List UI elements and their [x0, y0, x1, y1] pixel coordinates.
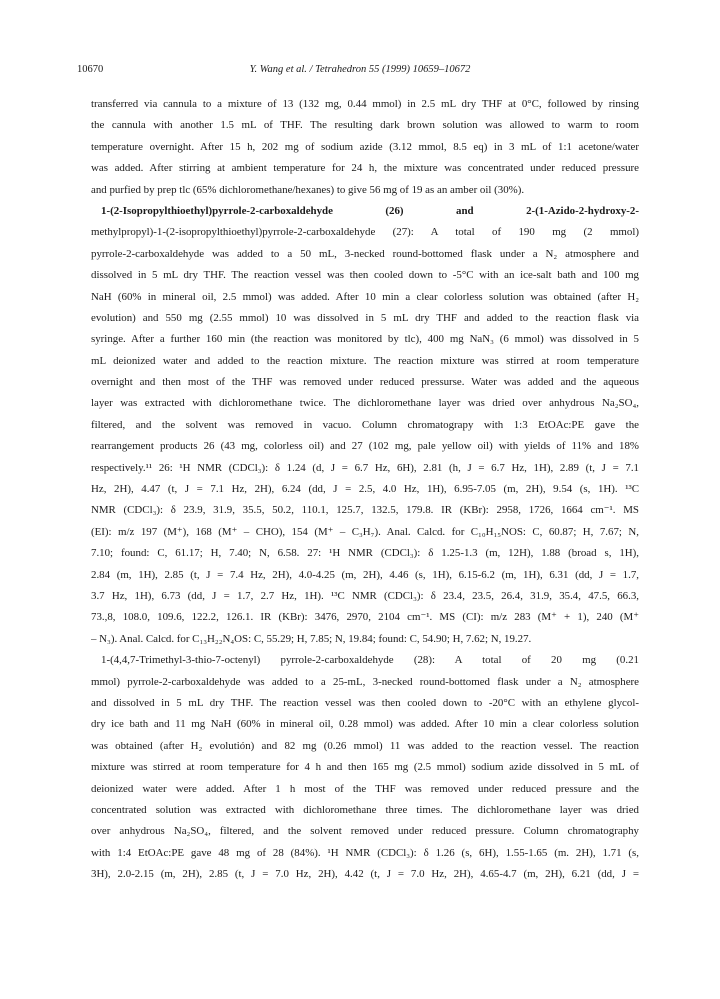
text-line: concentrated solution was extracted with dichloromethane three times. The dichloromethane layer was dried: [91, 803, 639, 816]
text-line: the cannula with another 1.5 mL of THF. The resulting dark brown solution was allowed to warm to room: [91, 119, 639, 132]
text-line: transferred via cannula to a mixture of 13 (132 mg, 0.44 mmol) in 2.5 mL dry THF at 0°C, followed by rinsing: [91, 98, 639, 110]
text-line: and purfied by prep tlc (65% dichloromethane/hexanes) to give 56 mg of 19 as an amber oil (30%).: [91, 183, 525, 196]
text-line: evolution) and 550 mg (2.55 mmol) 10 was dissolved in 5 mL dry THF and added to the reaction flask via: [91, 311, 639, 324]
text-line: mixture was stirred at room temperature for 4 h and then 165 mg (2.5 mmol) sodium azide dissolved in 5 mL of: [91, 761, 639, 774]
text-line: rearrangement products 26 (43 mg, colorless oil) and 27 (102 mg, pale yellow oil) with yields of 11% and 18%: [91, 440, 639, 453]
text-line: was obtained (after H₂ evolutión) and 82 mg (0.26 mmol) 11 was added to the reaction vessel. The reaction: [91, 739, 639, 752]
text-line: pyrrole-2-carboxaldehyde was added to a 50 mL, 3-necked round-bottomed flask under a N₂ atmosphere and: [91, 247, 639, 260]
text-line: temperature overnight. After 15 h, 202 mg of sodium azide (3.12 mmol, 8.5 eq) in 3 mL of 1:1 acetone/water: [91, 140, 639, 153]
text-line: mmol) pyrrole-2-carboxaldehyde was added to a 25-mL, 3-necked round-bottomed flask under a N₂ atmosphere: [91, 675, 639, 688]
text-line: (EI): m/z 197 (M⁺), 168 (M⁺ – CHO), 154 (M⁺ – C₃H₇). Anal. Calcd. for C₁₀H₁₅NOS: C, 60.87; H, 7.67; N,: [91, 525, 639, 538]
text-line: filtered, and the solvent was removed in vacuo. Column chromatograpy with 1:3 EtOAc:PE gave the: [91, 418, 639, 431]
text-line: 2.84 (m, 1H), 2.85 (t, J = 7.4 Hz, 2H), 4.0-4.25 (m, 2H), 4.46 (s, 1H), 6.15-6.2 (m, 1H), 6.31 (dd, J = 1.7,: [91, 568, 639, 581]
text-line: deionized water were added. After 1 h most of the THF was removed under reduced pressure and the: [91, 782, 639, 795]
text-line: 7.10; found: C, 61.17; H, 7.40; N, 6.58. 27: ¹H NMR (CDCl₃): δ 1.25-1.3 (m, 12H), 1.88 (broad s, 1H),: [91, 547, 639, 560]
text-line: layer was extracted with dichloromethane twice. The dichloromethane layer was dried over anhydrous Na₂SO₄,: [91, 397, 639, 410]
text-line: 1-(2-Isopropylthioethyl)pyrrole-2-carboxaldehyde (26) and 2-(1-Azido-2-hydroxy-2-: [101, 204, 639, 217]
page-number: 10670: [77, 64, 104, 75]
text-line: dissolved in 5 mL dry THF. The reaction vessel was then cooled down to -5°C with an ice-salt bath and 100 mg: [91, 269, 639, 282]
article-body: [91, 94, 639, 885]
text-line: NMR (CDCl₃): δ 23.9, 31.9, 35.5, 50.2, 110.1, 125.7, 132.5, 179.8. IR (KBr): 2958, 1726, 1664 cm⁻¹. MS: [91, 504, 639, 517]
text-line: over anhydrous Na₂SO₄, filtered, and the solvent removed under reduced pressure. Column chromatography: [91, 825, 639, 838]
text-line: NaH (60% in mineral oil, 2.5 mmol) was added. After 10 min a clear colorless solution was obtained (after H₂: [91, 290, 639, 303]
text-line: respectively.¹¹ 26: ¹H NMR (CDCl₃): δ 1.24 (d, J = 6.7 Hz, 6H), 2.81 (h, J = 6.7 Hz, 1H), 2.89 (t, J = 7.1: [91, 461, 639, 474]
text-line: overnight and then most of the THF was removed under reduced pressurse. Water was added and the aqueous: [91, 376, 639, 389]
text-line: methylpropyl)-1-(2-isopropylthioethyl)pyrrole-2-carboxaldehyde (27): A total of 190 mg (2 mmol): [91, 226, 639, 239]
text-line: 1-(4,4,7-Trimethyl-3-thio-7-octenyl) pyrrole-2-carboxaldehyde (28): A total of 20 mg (0.21: [101, 654, 639, 667]
text-line: 3.7 Hz, 1H), 6.73 (dd, J = 1.7, 2.7 Hz, 1H). ¹³C NMR (CDCl₃): δ 23.4, 23.5, 26.4, 31.9, 35.4, 47.5, 66.3,: [91, 589, 639, 602]
text-line: with 1:4 EtOAc:PE gave 48 mg of 28 (84%). ¹H NMR (CDCl₃): δ 1.26 (s, 6H), 1.55-1.65 (m. 2H), 1.71 (s,: [91, 846, 639, 859]
text-line: 73.,8, 108.0, 109.6, 122.2, 126.1. IR (KBr): 3476, 2970, 2104 cm⁻¹. MS (CI): m/z 283 (M⁺ + 1), 240 (M⁺: [91, 611, 639, 624]
text-line: dry ice bath and 11 mg NaH (60% in mineral oil, 0.28 mmol) was added. After 10 min a clear colorless solution: [91, 718, 639, 731]
text-line: and dissolved in 5 mL dry THF. The reaction vessel was then cooled down to -20°C with an ethylene glycol-: [91, 696, 639, 709]
text-line: mL deionized water and added to the reaction mixture. The reaction mixture was stirred at room temperature: [91, 354, 639, 367]
text-line: – N₃). Anal. Calcd. for C₁₃H₂₂N₄OS: C, 55.29; H, 7.85; N, 19.84; found: C, 54.90; H, 7.62; N, 19.27.: [91, 632, 532, 645]
text-line: syringe. After a further 160 min (the reaction was monitored by tlc), 400 mg NaN₃ (6 mmol) was dissolved in 5: [91, 333, 639, 346]
text-line: 3H), 2.0-2.15 (m, 2H), 2.85 (t, J = 7.0 Hz, 2H), 4.42 (t, J = 7.0 Hz, 2H), 4.65-4.7 (m, 2H), 6.21 (dd, J =: [91, 868, 639, 881]
text-line: Hz, 2H), 4.47 (t, J = 7.1 Hz, 2H), 6.24 (dd, J = 2.5, 4.0 Hz, 1H), 6.95-7.05 (m, 2H), 9.54 (s, 1H). ¹³C: [91, 483, 639, 496]
running-header: Y. Wang et al. / Tetrahedron 55 (1999) 10659–10672: [249, 64, 471, 75]
text-line: was added. After stirring at ambient temperature for 24 h, the mixture was concentrated under reduced pressure: [91, 162, 639, 175]
